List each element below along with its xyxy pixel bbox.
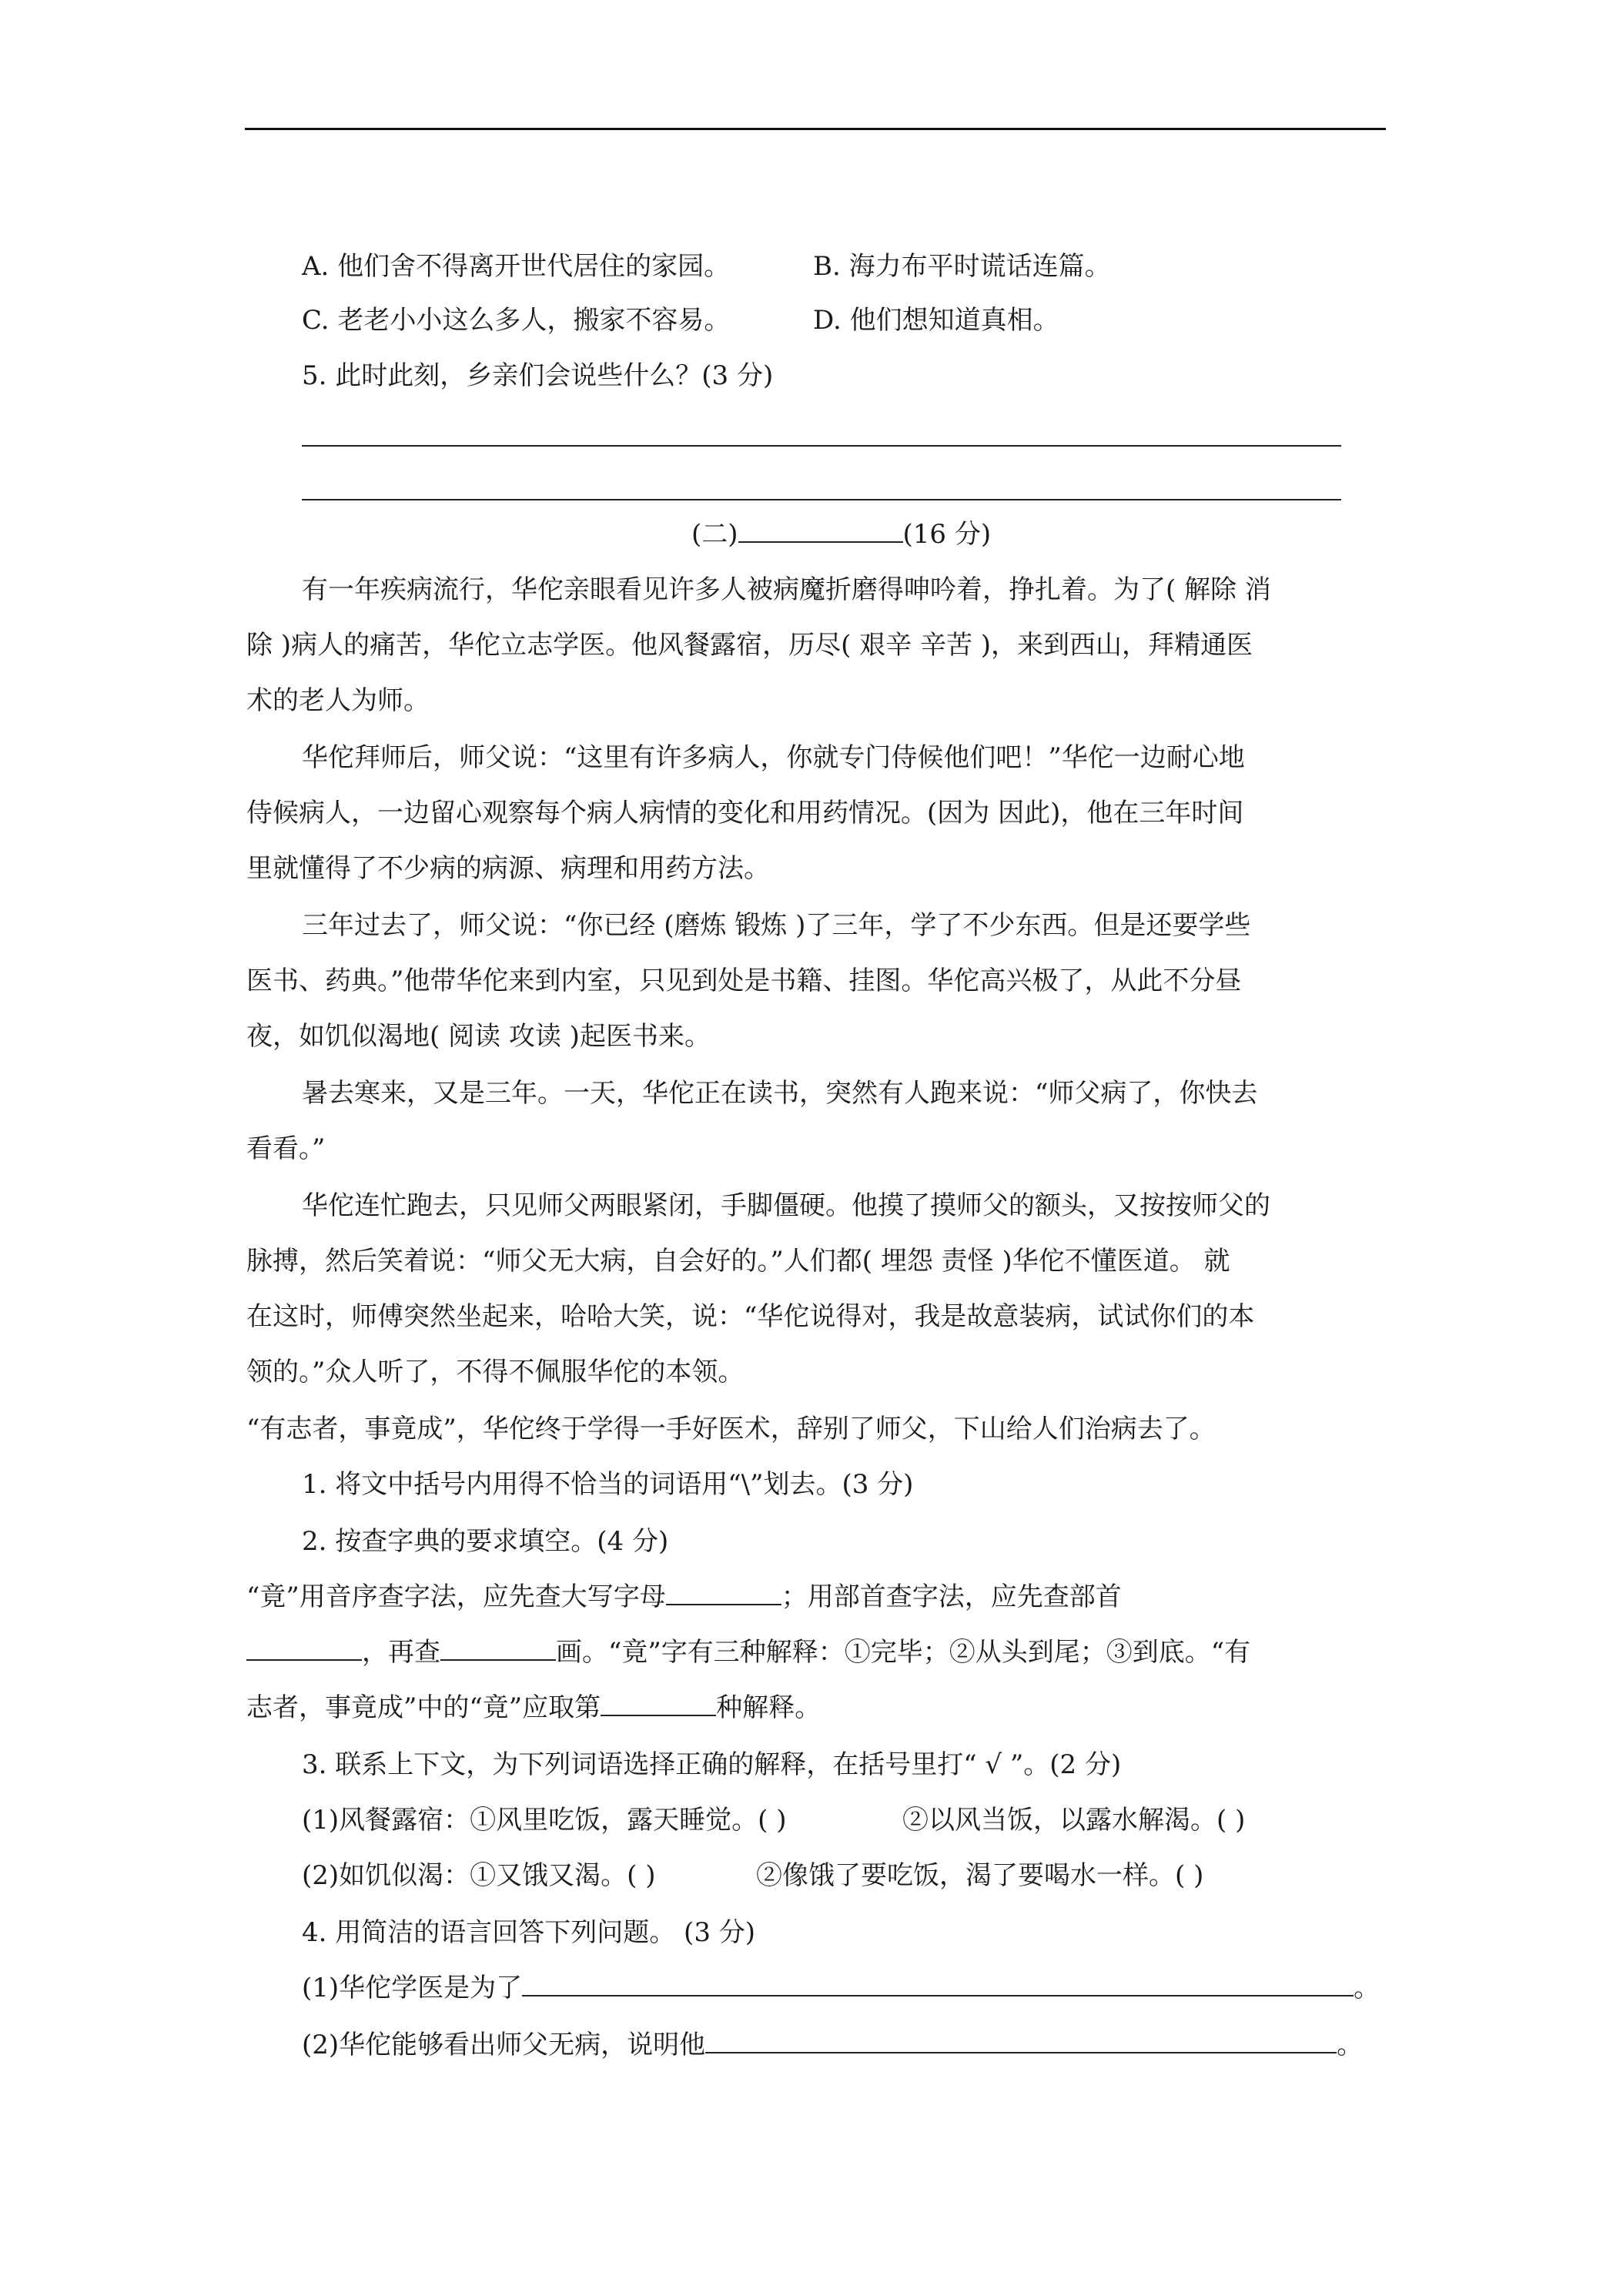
- question-4: 4. 用简洁的语言回答下列问题。 (3 分): [302, 1917, 756, 1948]
- q4-text: (1)华佗学医是为了: [302, 1973, 523, 2003]
- q4-period: 。: [1337, 2030, 1364, 2060]
- passage-line: 夜，如饥似渴地( 阅读 攻读 )起医书来。: [246, 1021, 711, 1052]
- q2-blank-letter[interactable]: [666, 1581, 781, 1605]
- question-1: 1. 将文中括号内用得不恰当的词语用“\”划去。(3 分): [302, 1469, 914, 1500]
- passage-line: 暑去寒来，又是三年。一天，华佗正在读书，突然有人跑来说：“师父病了，你快去: [302, 1078, 1258, 1109]
- option-row-ab: [302, 249, 730, 283]
- passage-line: 脉搏，然后笑着说：“师父无大病，自会好的。”人们都( 埋怨 责怪 )华佗不懂医道。 就: [246, 1246, 1230, 1277]
- passage-line: 三年过去了，师父说：“你已经 (磨炼 锻炼 )了三年，学了不少东西。但是还要学些: [302, 910, 1251, 941]
- passage-line: 里就懂得了不少病的病源、病理和用药方法。: [246, 853, 770, 884]
- q4-text: (2)华佗能够看出师父无病，说明他: [302, 2030, 706, 2060]
- q2-text: 种解释。: [716, 1692, 822, 1723]
- question-2-line-2: [246, 1635, 1250, 1669]
- q2-blank-strokes[interactable]: [440, 1636, 556, 1661]
- q2-text: ；用部首查字法，应先查部首: [781, 1581, 1122, 1612]
- passage-line: 医书、药典。”他带华佗来到内室，只见到处是书籍、挂图。华佗高兴极了，从此不分昼: [246, 966, 1242, 996]
- passage-line: 华佗连忙跑去，只见师父两眼紧闭，手脚僵硬。他摸了摸师父的额头，又按按师父的: [302, 1190, 1270, 1221]
- q3-item-2a[interactable]: (2)如饥似渴：①又饿又渴。( ): [302, 1860, 656, 1891]
- passage-line: 华佗拜师后，师父说：“这里有许多病人，你就专门侍候他们吧！”华佗一边耐心地: [302, 742, 1245, 773]
- answer-line-2[interactable]: [302, 499, 1341, 500]
- passage-line: 侍候病人，一边留心观察每个病人病情的变化和用药情况。(因为 因此)，他在三年时间: [246, 798, 1244, 828]
- question-5: 5. 此时此刻，乡亲们会说些什么？(3 分): [302, 360, 774, 391]
- option-b: B. 海力布平时谎话连篇。: [813, 251, 1111, 282]
- passage-line: 领的。”众人听了，不得不佩服华佗的本领。: [246, 1357, 745, 1387]
- q2-blank-meaning[interactable]: [601, 1692, 716, 1716]
- q4-period: 。: [1354, 1973, 1380, 2003]
- section-title-blank[interactable]: [738, 518, 903, 543]
- question-2: 2. 按查字典的要求填空。(4 分): [302, 1526, 669, 1557]
- question-2-line-3: [246, 1691, 821, 1725]
- option-d: D. 他们想知道真相。: [813, 305, 1059, 336]
- option-c: C. 老老小小这么多人，搬家不容易。: [302, 305, 731, 336]
- question-3: 3. 联系上下文，为下列词语选择正确的解释，在括号里打“ √ ”。(2 分): [302, 1749, 1122, 1780]
- section-prefix: (二): [691, 519, 738, 550]
- passage-line: 在这时，师傅突然坐起来，哈哈大笑，说：“华佗说得对，我是故意装病，试试你们的本: [246, 1301, 1255, 1332]
- q4-item-1: [302, 1971, 1380, 2005]
- section-heading: [691, 517, 991, 551]
- passage-line: “有志者，事竟成”，华佗终于学得一手好医术，辞别了师父，下山给人们治病去了。: [246, 1414, 1216, 1444]
- header-rule: [245, 128, 1386, 130]
- question-2-line-1: [246, 1580, 1122, 1614]
- q4-item-2: [302, 2028, 1363, 2062]
- q3-item-1a[interactable]: (1)风餐露宿：①风里吃饭，露天睡觉。( ): [302, 1805, 787, 1836]
- q4-blank-1[interactable]: [522, 1972, 1354, 1996]
- q4-blank-2[interactable]: [705, 2029, 1337, 2053]
- passage-line: 除 )病人的痛苦，华佗立志学医。他风餐露宿，历尽( 艰辛 辛苦 )，来到西山，拜精通医: [246, 630, 1253, 661]
- passage-line: 有一年疾病流行，华佗亲眼看见许多人被病魔折磨得呻吟着，挣扎着。为了( 解除 消: [302, 574, 1271, 605]
- passage-line: 看看。”: [246, 1133, 326, 1164]
- q2-text: “竟”用音序查字法，应先查大写字母: [246, 1581, 666, 1612]
- option-a: A. 他们舍不得离开世代居住的家园。: [302, 251, 731, 282]
- section-suffix: (16 分): [902, 519, 992, 550]
- q3-item-2b[interactable]: ②像饿了要吃饭，渴了要喝水一样。( ): [756, 1860, 1204, 1891]
- q2-text: 画。“竟”字有三种解释：①完毕；②从头到尾；③到底。“有: [556, 1637, 1251, 1668]
- q2-blank-radical[interactable]: [246, 1636, 362, 1661]
- q2-text: ，再查: [362, 1637, 440, 1668]
- passage-line: 术的老人为师。: [246, 685, 430, 716]
- q2-text: 志者，事竟成”中的“竟”应取第: [246, 1692, 601, 1723]
- q3-item-1b[interactable]: ②以风当饭，以露水解渴。( ): [902, 1805, 1246, 1836]
- answer-line-1[interactable]: [302, 445, 1341, 447]
